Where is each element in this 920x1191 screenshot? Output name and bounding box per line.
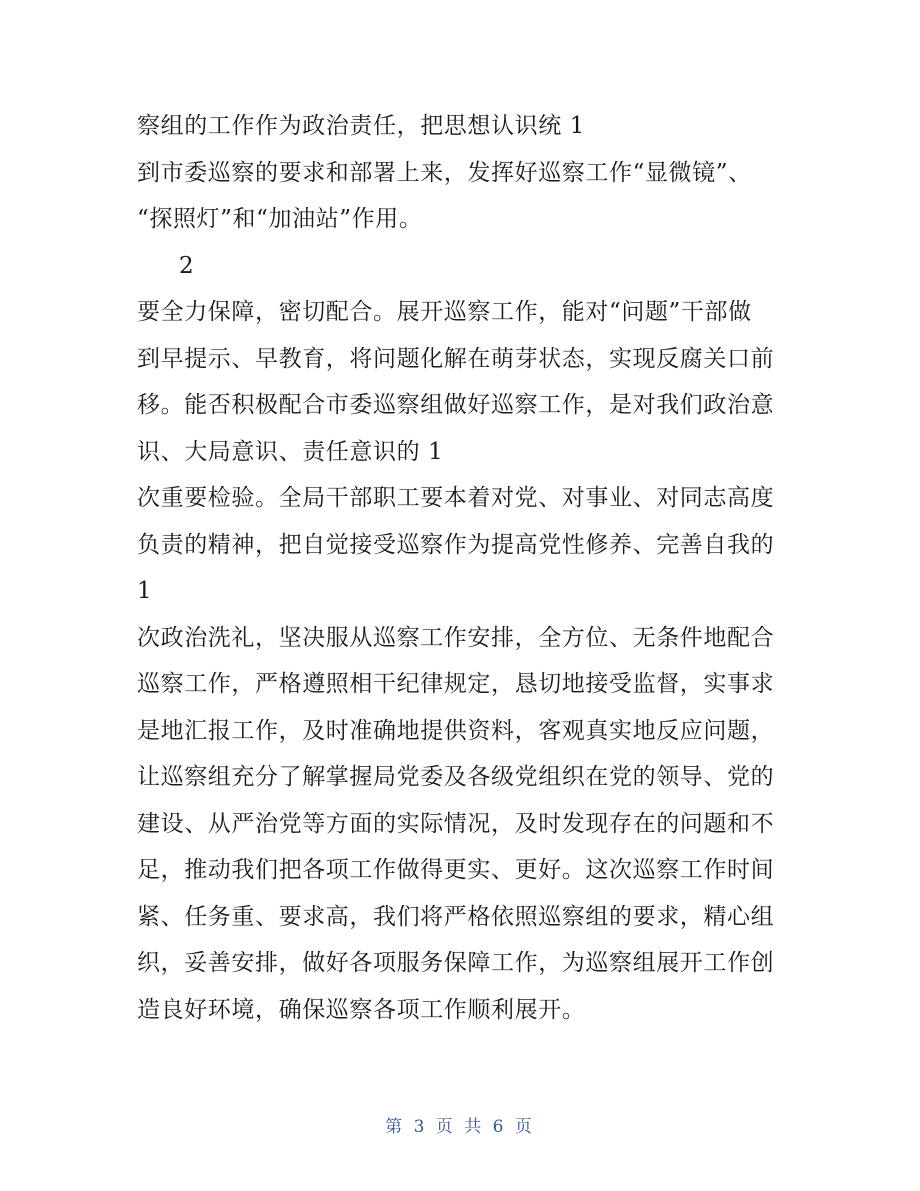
text-line: 织，妥善安排，做好各项服务保障工作，为巡察组展开工作创 [137, 950, 775, 976]
text-line: 次重要检验。全局干部职工要本着对党、对事业、对同志高度 [137, 485, 775, 511]
text-line: 足，推动我们把各项工作做得更实、更好。这次巡察工作时间 [137, 857, 775, 883]
text-line: 到市委巡察的要求和部署上来，发挥好巡察工作“显微镜”、 [137, 159, 752, 186]
text-line: 造良好环境，确保巡察各项工作顺利展开。 [137, 996, 586, 1023]
text-line: 紧、任务重、要求高，我们将严格依照巡察组的要求，精心组 [137, 903, 775, 930]
text-line: 负责的精神，把自觉接受巡察作为提高党性修养、完善自我的 [137, 531, 775, 558]
text-line: 2 [179, 252, 195, 279]
text-line: 建设、从严治党等方面的实际情况，及时发现存在的问题和不 [137, 810, 775, 837]
text-line: 次政治洗礼，坚决服从巡察工作安排，全方位、无条件地配合 [137, 624, 775, 651]
text-line: 识、大局意识、责任意识的 1 [137, 438, 444, 465]
text-line: “探照灯”和“加油站”作用。 [137, 206, 423, 232]
text-line: 察组的工作作为政治责任，把思想认识统 1 [137, 113, 585, 139]
text-line: 1 [137, 578, 153, 604]
page-number-footer: 第 3 页 共 6 页 [385, 1117, 535, 1137]
text-line: 巡察工作，严格遵照相干纪律规定，恳切地接受监督，实事求 [137, 671, 775, 697]
text-line: 移。能否积极配合市委巡察组做好巡察工作，是对我们政治意 [137, 392, 775, 418]
text-line: 是地汇报工作，及时准确地提供资料，客观真实地反应问题， [137, 717, 775, 744]
text-line: 要全力保障，密切配合。展开巡察工作，能对“问题”干部做 [137, 299, 752, 325]
text-line: 到早提示、早教育，将问题化解在萌芽状态，实现反腐关口前 [137, 345, 775, 372]
body-text [137, 103, 797, 1033]
text-line: 让巡察组充分了解掌握局党委及各级党组织在党的领导、党的 [137, 764, 775, 790]
